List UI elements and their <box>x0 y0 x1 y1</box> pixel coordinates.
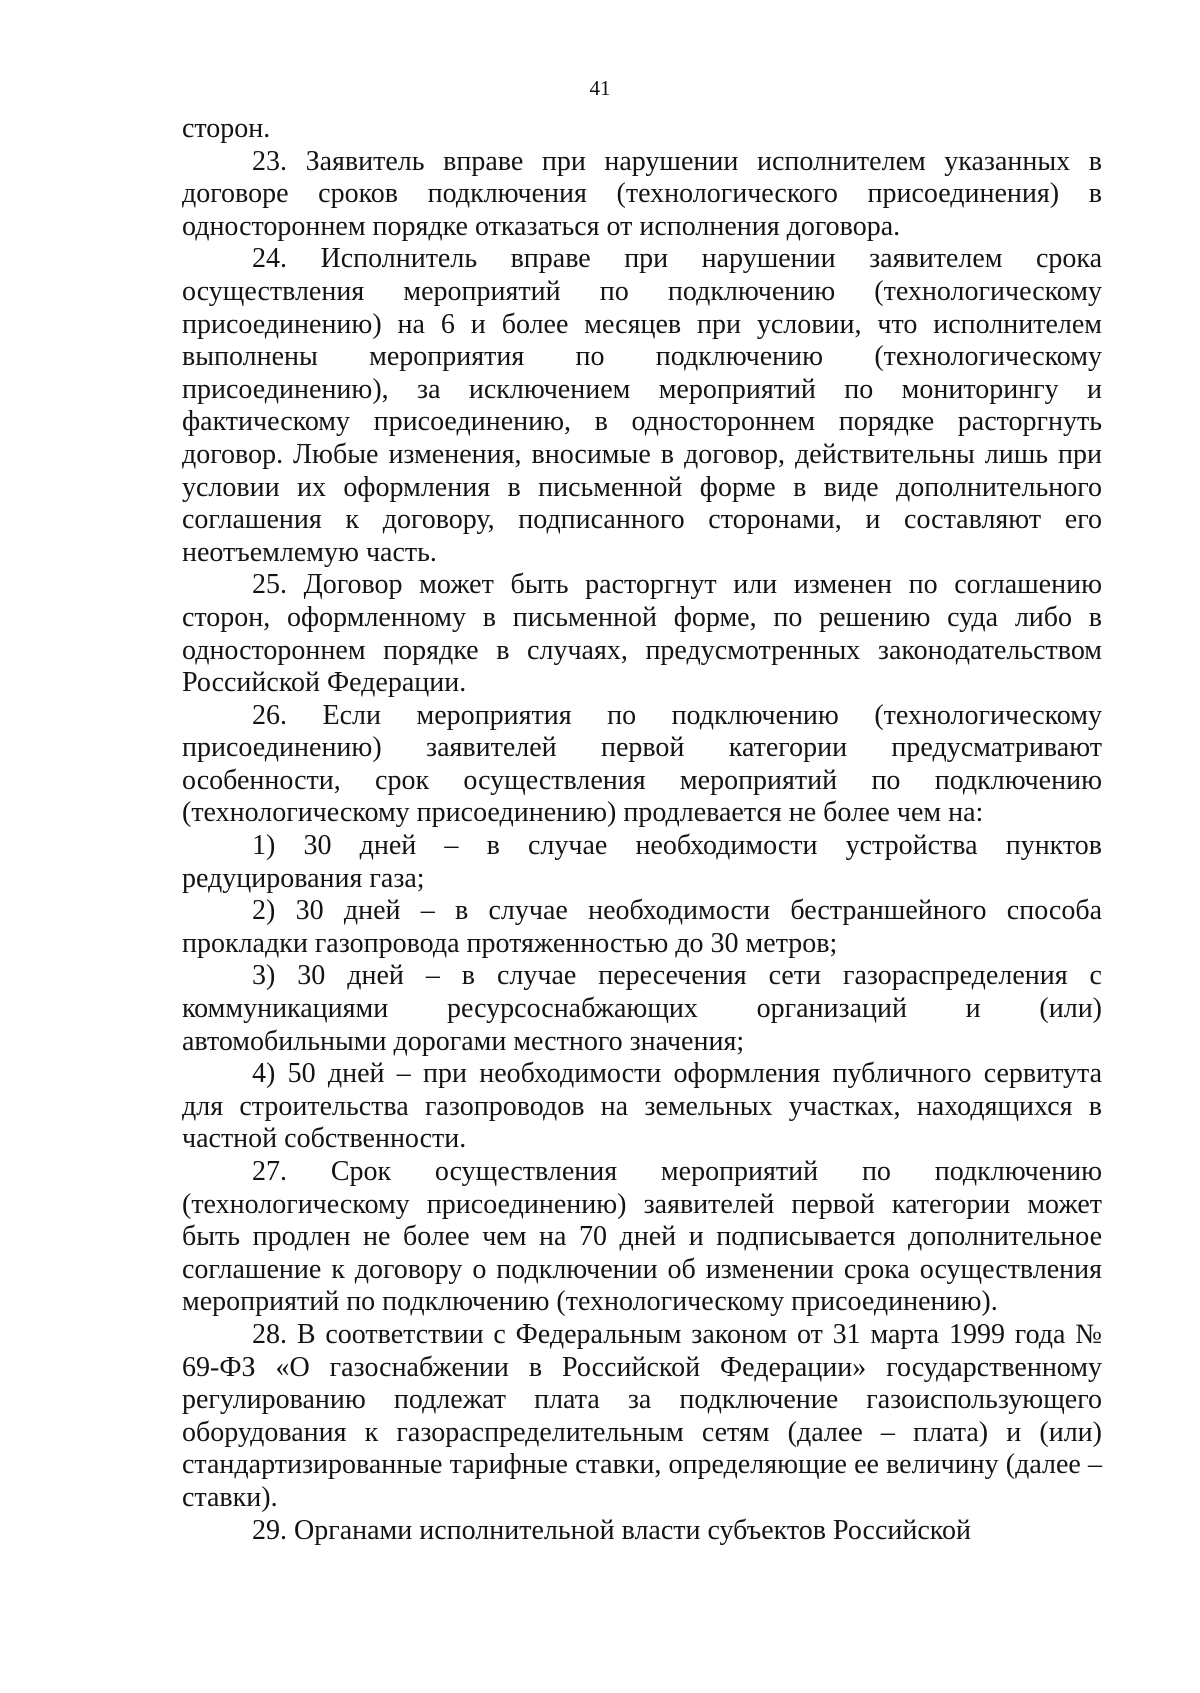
paragraph-23: 23. Заявитель вправе при нарушении исполнителем указанных в договоре сроков подключения (технологического присоединения) в одностороннем порядке отказаться от исполнения договора. <box>182 145 1102 242</box>
paragraph-continuation: сторон. <box>182 113 271 144</box>
paragraph-28: 28. В соответствии с Федеральным законом от 31 марта 1999 года № 69-ФЗ «О газоснабжении в Российской Федерации» государственному регулированию подлежат плата за подключение газоиспользующего оборудования к газораспределительным сетям (далее – плата) и (или) стандартизированные тарифные ставки, определяющие ее величину (далее – ставки). <box>182 1318 1102 1513</box>
list-item-26-4: 4) 50 дней – при необходимости оформления публичного сервитута для строительства газопроводов на земельных участках, находящихся в частной собственности. <box>182 1058 1102 1155</box>
list-item-26-3: 3) 30 дней – в случае пересечения сети газораспределения с коммуникациями ресурсоснабжающих организаций и (или) автомобильными дорогами местного значения; <box>182 960 1102 1057</box>
paragraph-27: 27. Срок осуществления мероприятий по подключению (технологическому присоединению) заявителей первой категории может быть продлен не более чем на 70 дней и подписывается дополнительное соглашение к договору о подключении об изменении срока осуществления мероприятий по подключению (технологическому присоединению). <box>182 1156 1102 1318</box>
paragraph-26: 26. Если мероприятия по подключению (технологическому присоединению) заявителей первой категории предусматривают особенности, срок осуществления мероприятий по подключению (технологическому присоединению) продлевается не более чем на: <box>182 699 1102 829</box>
list-item-26-2: 2) 30 дней – в случае необходимости бестраншейного способа прокладки газопровода протяженностью до 30 метров; <box>182 895 1102 959</box>
list-item-26-1: 1) 30 дней – в случае необходимости устройства пунктов редуцирования газа; <box>182 830 1102 894</box>
paragraph-29: 29. Органами исполнительной власти субъектов Российской <box>252 1514 971 1546</box>
paragraph-25: 25. Договор может быть расторгнут или изменен по соглашению сторон, оформленному в письменной форме, по решению суда либо в одностороннем порядке в случаях, предусмотренных законодательством Российской Федерации. <box>182 569 1102 699</box>
page-number: 41 <box>589 76 611 100</box>
document-body <box>182 113 1102 1547</box>
paragraph-24: 24. Исполнитель вправе при нарушении заявителем срока осуществления мероприятий по подключению (технологическому присоединению) на 6 и более месяцев при условии, что исполнителем выполнены мероприятия по подключению (технологическому присоединению), за исключением мероприятий по мониторингу и фактическому присоединению, в одностороннем порядке расторгнуть договор. Любые изменения, вносимые в договор, действительны лишь при условии их оформления в письменной форме в виде дополнительного соглашения к договору, подписанного сторонами, и составляют его неотъемлемую часть. <box>182 243 1102 568</box>
